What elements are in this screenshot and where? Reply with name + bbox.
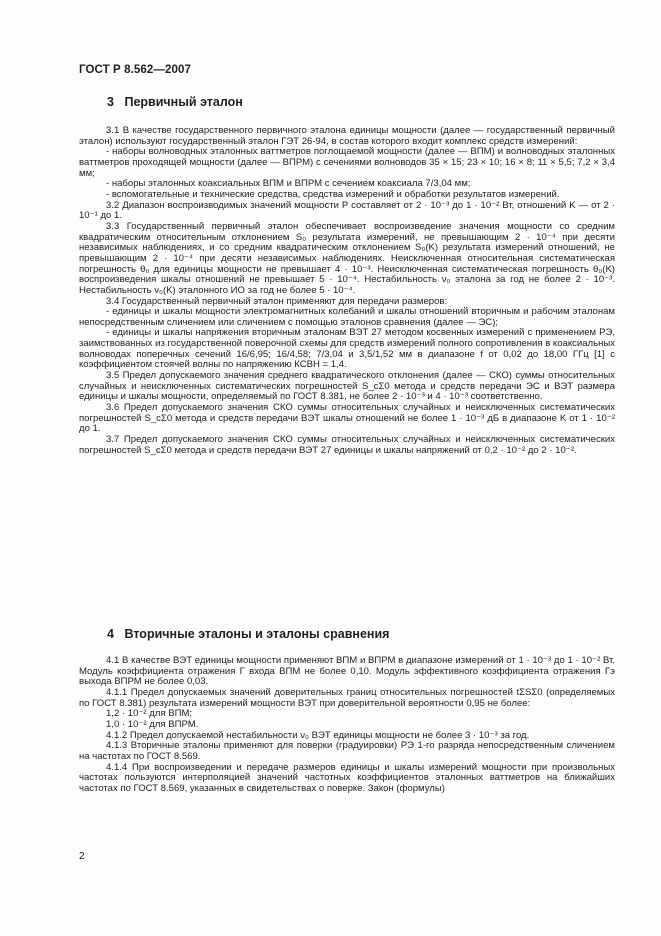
paragraph-3-3: 3.3 Государственный первичный эталон обеспечивает воспроизведение значения мощности со средним квадратическим относительным отклонением S₀ результата измерений, не превышающим 2 · 10⁻⁴ при десяти независимых наблюдениях, и со средним квадратическим отклонением S₀(K) результата измерений отношений, не превышающим 2 · 10⁻⁴ при десяти независимых наблюдениях. Неисключенная относительная систематическая погрешность θ₀ для единицы мощности не превышает 4 · 10⁻³. Неисключенная систематическая погрешность θ₀(K) воспроизведения шкалы отношений не превышает 5 · 10⁻⁴. Нестабильность ν₀ эталона за год не более 2 · 10⁻³. Нестабильность ν₀(K) эталонного ИО за год не более 5 · 10⁻⁴.: [79, 220, 615, 296]
document-header: ГОСТ Р 8.562—2007: [79, 64, 191, 76]
list-item: - наборы эталонных коаксиальных ВПМ и ВПРМ с сечением коаксиала 7/3,04 мм;: [106, 178, 471, 190]
paragraph-3-2: 3.2 Диапазон воспроизводимых значений мощности P составляет от 2 · 10⁻³ до 1 · 10⁻² Вт, отношений K — от 2 · 10⁻¹ до 1.: [79, 199, 615, 222]
page-number: 2: [79, 851, 85, 862]
paragraph-4-1: 4.1 В качестве ВЭТ единицы мощности применяют ВПМ и ВПРМ в диапазоне измерений от 1 · 10⁻³ до 1 · 10⁻² Вт. Модуль коэффициента отражения Γ входа ВПМ не более 0,10. Модуль эффективного коэффициента отражения Γэ выхода ВПРМ не более 0,03.: [79, 655, 615, 688]
list-item: 1,0 · 10⁻² для ВПРМ.: [106, 718, 199, 730]
paragraph-4-1-4: 4.1.4 При воспроизведении и передаче размеров единицы и шкалы измерений мощности при произвольных частотах пользуются интерполяцией значений частотных коэффициентов эталонных ваттметров на ближайших частотах по ГОСТ 8.569, указанных в свидетельствах о поверке. Закон (формулы): [79, 761, 615, 794]
section-3-heading: [107, 95, 243, 109]
paragraph-4-1-2: 4.1.2 Предел допускаемой нестабильности ν₀ ВЭТ единицы мощности не более 3 · 10⁻³ за год.: [106, 729, 530, 741]
list-item: - единицы и шкалы напряжения вторичным эталонам ВЭТ 27 методом косвенных измерений с применением РЭ, заимствованных из государственной поверочной схемы для средств измерений полного сопротивления в коаксиальных волноводах поперечных сечений 16/6,95; 16/4,58; 7/3,04 и 3,5/1,52 мм в диапазоне f от 0,02 до 18,00 ГГц [1] с коэффициентом стоячей волны по напряжению КСВН = 1,4.: [79, 327, 615, 371]
section-4-title: Вторичные эталоны и эталоны сравнения: [124, 627, 390, 641]
section-3-title: Первичный эталон: [124, 95, 243, 109]
list-item: 1,2 · 10⁻² для ВПМ;: [106, 708, 193, 720]
paragraph-3-1: 3.1 В качестве государственного первичного эталона единицы мощности (далее — государственный первичный эталон) используют государственный эталон ГЭТ 26-94, в состав которого входит комплекс средств измерений:: [79, 125, 615, 147]
section-4-heading: [107, 627, 389, 641]
paragraph-3-4: 3.4 Государственный первичный эталон применяют для передачи размеров:: [106, 295, 448, 307]
section-3-body: [79, 126, 615, 456]
section-4-number: 4: [107, 627, 114, 641]
list-item: - наборы волноводных эталонных ваттметров поглощаемой мощности (далее — ВПМ) и волноводных эталонных ваттметров проходящей мощности (далее — ВПРМ) с сечениями волноводов 35 × 15; 23 × 10; 16 × 8; 11 × 5,5; 7,2 × 3,4 мм;: [79, 146, 615, 179]
section-3-number: 3: [107, 95, 114, 109]
list-item: - единицы и шкалы мощности электромагнитных колебаний и шкалы отношений вторичным и рабочим эталонам непосредственным сличением или сличением с помощью эталонов сравнения (далее — ЭС);: [79, 306, 615, 328]
list-item: - вспомогательные и технические средства, средства измерений и обработки результатов измерений.: [106, 188, 560, 200]
paragraph-3-6: 3.6 Предел допускаемого значения СКО суммы относительных случайных и неисключенных систематических погрешностей S_cΣ0 метода и средств передачи ВЭТ шкалы отношений не более 1 · 10⁻³ дБ в диапазоне K от 1 · 10⁻² до 1.: [79, 402, 615, 435]
paragraph-3-5: 3.5 Предел допускаемого значения среднего квадратического отклонения (далее — СКО) суммы относительных случайных и неисключенных систематических погрешностей S_cΣ0 метода и средств передачи ЭС и ВЭТ размера единицы и шкалы мощности, определяемый по ГОСТ 8.381, не более 2 · 10⁻³ и 4 · 10⁻³ соответственно.: [79, 370, 615, 403]
paragraph-3-7: 3.7 Предел допускаемого значения СКО суммы относительных случайных и неисключенных систематических погрешностей S_cΣ0 метода и средств передачи ВЭТ 27 единицы и шкалы напряжений от 0,2 · 10⁻² до 2 · 10⁻².: [79, 434, 615, 456]
paragraph-4-1-1: 4.1.1 Предел допускаемых значений доверительных границ относительных погрешностей tΣSΣ0 (определяемых по ГОСТ 8.381) результата измерений мощности ВЭТ при доверительной вероятности 0,95 не более:: [79, 686, 615, 709]
paragraph-4-1-3: 4.1.3 Вторичные эталоны применяют для поверки (градуировки) РЭ 1-го разряда непосредственным сличением на частотах по ГОСТ 8.569.: [79, 740, 615, 762]
section-4-body: [79, 656, 615, 795]
